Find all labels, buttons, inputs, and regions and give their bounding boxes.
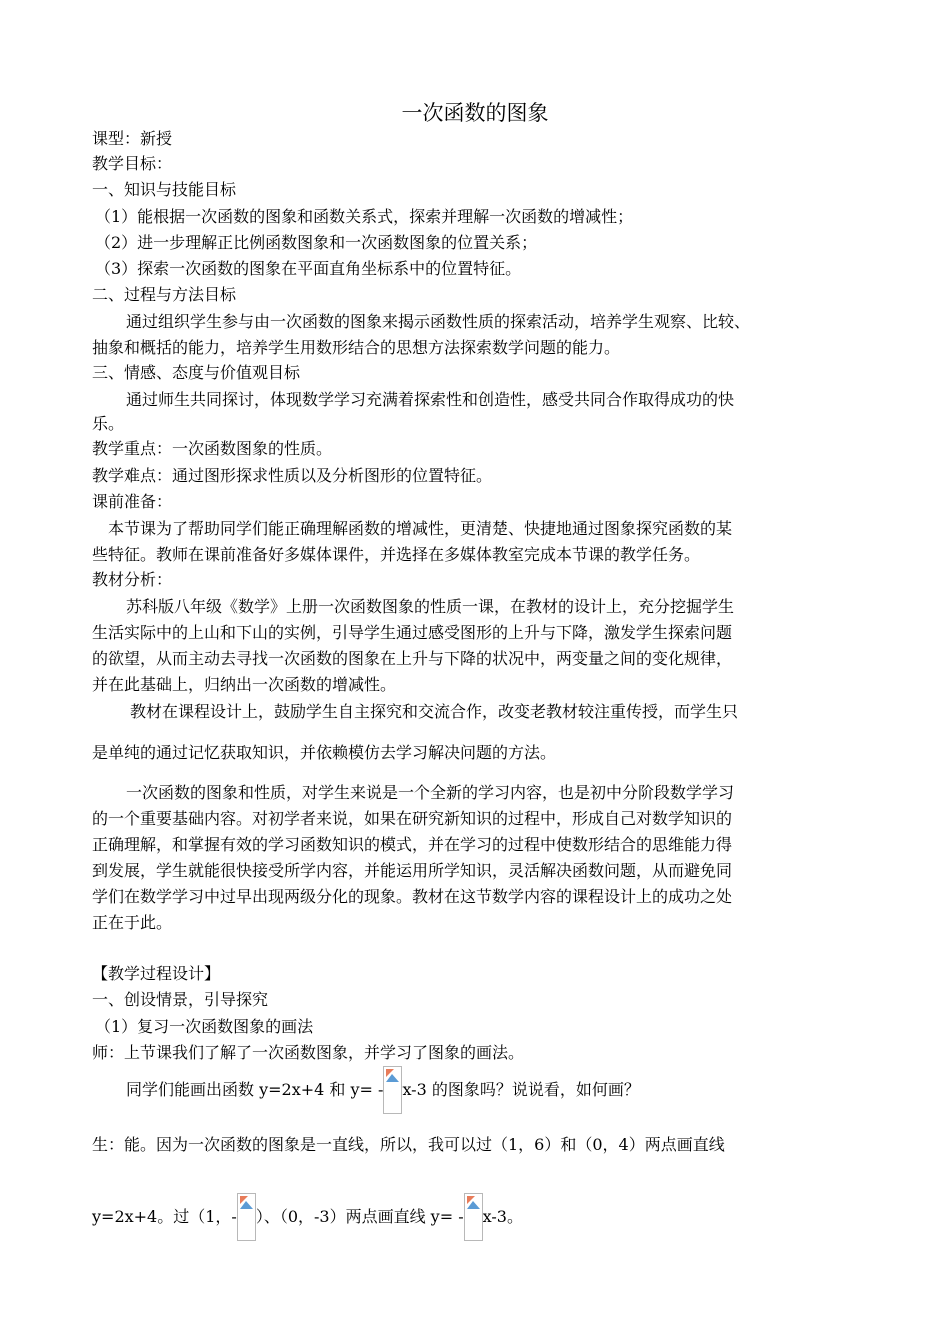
paragraph-line: 通过组织学生参与由一次函数的图象来揭示函数性质的探索活动，培养学生观察、比较、 — [126, 312, 751, 331]
text-segment: 同学们能画出函数 y=2x+4 和 y= - — [126, 1080, 384, 1099]
paragraph-line: 学们在数学学习中过早出现两级分化的现象。教材在这节数学内容的课程设计上的成功之处 — [92, 887, 733, 906]
student-answer-line-2 — [92, 1193, 523, 1241]
section-heading-process-design: 【教学过程设计】 — [92, 964, 221, 983]
objective-item-3: （3）探索一次函数的图象在平面直角坐标系中的位置特征。 — [95, 259, 522, 278]
broken-image-icon — [383, 1066, 402, 1114]
paragraph-line: 正确理解，和掌握有效的学习函数知识的模式，并在学习的过程中使数形结合的思维能力得 — [92, 835, 733, 854]
section-heading-preparation: 课前准备： — [92, 492, 173, 511]
objective-item-1: （1）能根据一次函数的图象和函数关系式，探索并理解一次函数的增减性； — [95, 207, 634, 226]
paragraph-line: 的一个重要基础内容。对初学者来说，如果在研究新知识的过程中，形成自己对数学知识的 — [92, 809, 733, 828]
paragraph-line: 是单纯的通过记忆获取知识，并依赖模仿去学习解决问题的方法。 — [92, 743, 557, 762]
text-segment: ）、（0，-3）两点画直线 y= - — [255, 1207, 464, 1226]
difficulty-point: 教学难点：通过图形探求性质以及分析图形的位置特征。 — [92, 466, 493, 485]
paragraph-line: 苏科版八年级《数学》上册一次函数图象的性质一课，在教材的设计上，充分挖掘学生 — [126, 597, 735, 616]
paragraph-line: 些特征。教师在课前准备好多媒体课件，并选择在多媒体教室完成本节课的教学任务。 — [92, 545, 701, 564]
paragraph-line: 本节课为了帮助同学们能正确理解函数的增减性，更清楚、快捷地通过图象探究函数的某 — [108, 519, 733, 538]
subheading-scenario: 一、创设情景，引导探究 — [92, 990, 269, 1009]
page-title: 一次函数的图象 — [401, 101, 549, 125]
section-heading-analysis: 教材分析： — [92, 570, 173, 589]
paragraph-line: 并在此基础上，归纳出一次函数的增减性。 — [92, 675, 397, 694]
lesson-type: 课型：新授 — [92, 129, 173, 148]
text-segment: x-3 的图象吗？说说看，如何画？ — [402, 1080, 640, 1099]
objective-item-2: （2）进一步理解正比例函数图象和一次函数图象的位置关系； — [95, 233, 538, 252]
text-segment: x-3。 — [482, 1207, 523, 1226]
text-segment: y=2x+4。过（1，- — [92, 1207, 237, 1226]
subheading-process: 二、过程与方法目标 — [92, 285, 237, 304]
teacher-question-line — [126, 1066, 640, 1114]
paragraph-line: 生活实际中的上山和下山的实例，引导学生通过感受图形的上升与下降，激发学生探索问题 — [92, 623, 733, 642]
paragraph-line: 乐。 — [92, 414, 125, 433]
subheading-knowledge: 一、知识与技能目标 — [92, 180, 237, 199]
key-point: 教学重点：一次函数图象的性质。 — [92, 439, 333, 458]
subheading-review: （1）复习一次函数图象的画法 — [95, 1017, 314, 1036]
paragraph-line: 正在于此。 — [92, 913, 173, 932]
paragraph-line: 一次函数的图象和性质，对学生来说是一个全新的学习内容，也是初中分阶段数学学习 — [126, 783, 735, 802]
paragraph-line: 到发展，学生就能很快接受所学内容，并能运用所学知识，灵活解决函数问题，从而避免同 — [92, 861, 733, 880]
teacher-line: 师：上节课我们了解了一次函数图象，并学习了图象的画法。 — [92, 1043, 525, 1062]
paragraph-line: 教材在课程设计上，鼓励学生自主探究和交流合作，改变老教材较注重传授，而学生只 — [130, 702, 739, 721]
paragraph-line: 通过师生共同探讨，体现数学学习充满着探索性和创造性，感受共同合作取得成功的快 — [126, 390, 735, 409]
paragraph-line: 抽象和概括的能力，培养学生用数形结合的思想方法探索数学问题的能力。 — [92, 338, 621, 357]
broken-image-icon — [464, 1193, 483, 1241]
section-heading-objectives: 教学目标： — [92, 154, 173, 173]
student-answer-line: 生：能。因为一次函数的图象是一直线，所以，我可以过（1，6）和（0，4）两点画直线 — [92, 1135, 725, 1154]
paragraph-line: 的欲望，从而主动去寻找一次函数的图象在上升与下降的状况中，两变量之间的变化规律， — [92, 649, 733, 668]
subheading-emotion: 三、情感、态度与价值观目标 — [92, 363, 301, 382]
broken-image-icon — [237, 1193, 256, 1241]
